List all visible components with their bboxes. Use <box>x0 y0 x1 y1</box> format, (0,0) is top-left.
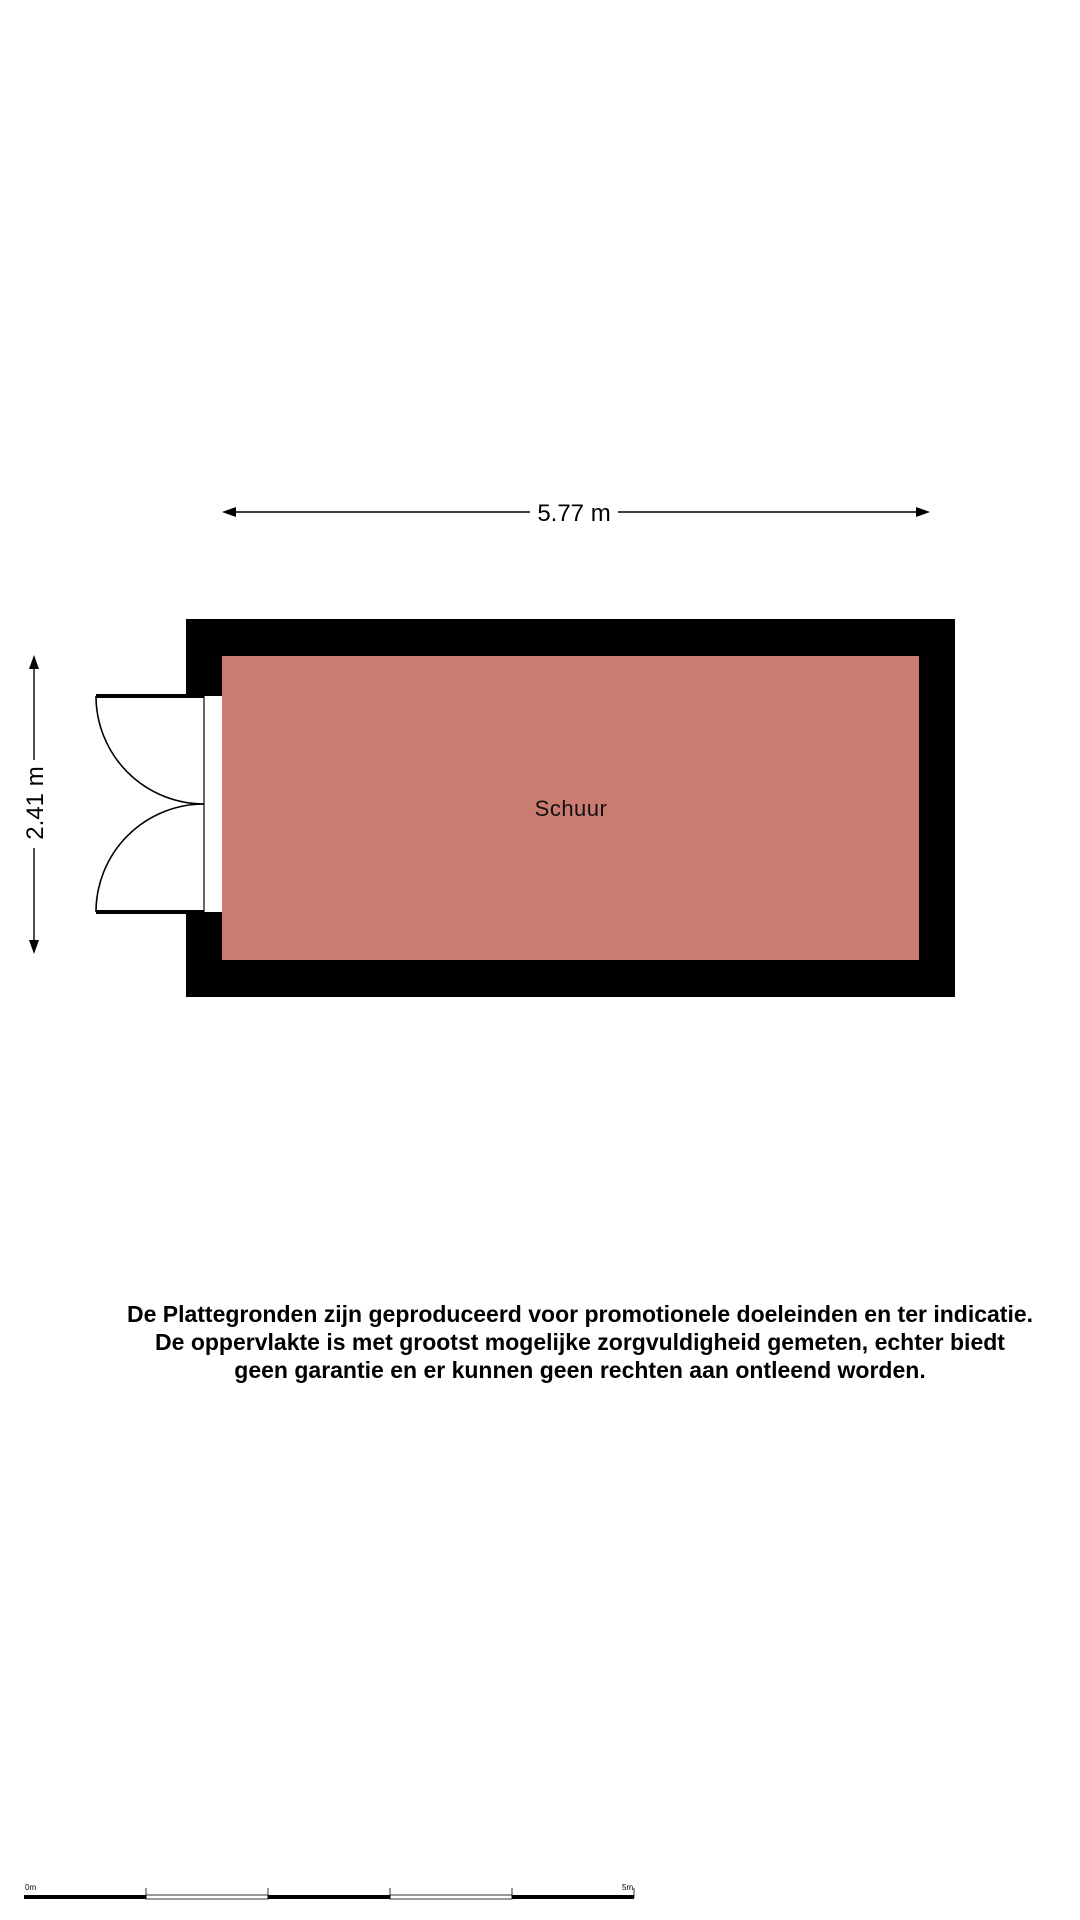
width-dimension <box>222 500 930 527</box>
door-leaf-bottom <box>96 910 204 914</box>
disclaimer <box>0 1300 1080 1384</box>
disclaimer-line-1: De Plattegronden zijn geproduceerd voor promotionele doeleinden en ter indicatie. <box>126 1301 1034 1327</box>
scale-segment-3 <box>268 1895 390 1899</box>
scale-segment-2 <box>146 1895 268 1899</box>
disclaimer-line-3: geen garantie en er kunnen geen rechten aan ontleend worden. <box>234 1357 926 1383</box>
door-leaf-top <box>96 694 204 698</box>
arrow-right-icon <box>916 507 930 517</box>
arrow-left-icon <box>222 507 236 517</box>
disclaimer-line-2: De oppervlakte is met grootst mogelijke zorgvuldigheid gemeten, echter biedt <box>155 1329 1005 1355</box>
width-dimension-label: 5.77 m <box>537 500 611 527</box>
scale-start-label: 0m <box>25 1883 37 1892</box>
scale-segment-1 <box>24 1895 146 1899</box>
scale-segment-4 <box>390 1895 512 1899</box>
arrow-down-icon <box>29 940 39 954</box>
scale-segment-5 <box>512 1895 634 1899</box>
height-dimension <box>22 655 49 954</box>
scale-bar <box>24 1883 634 1899</box>
arrow-up-icon <box>29 655 39 669</box>
scale-end-label: 5m <box>622 1883 634 1892</box>
height-dimension-label: 2.41 m <box>22 766 49 840</box>
room-label: Schuur <box>534 796 608 821</box>
